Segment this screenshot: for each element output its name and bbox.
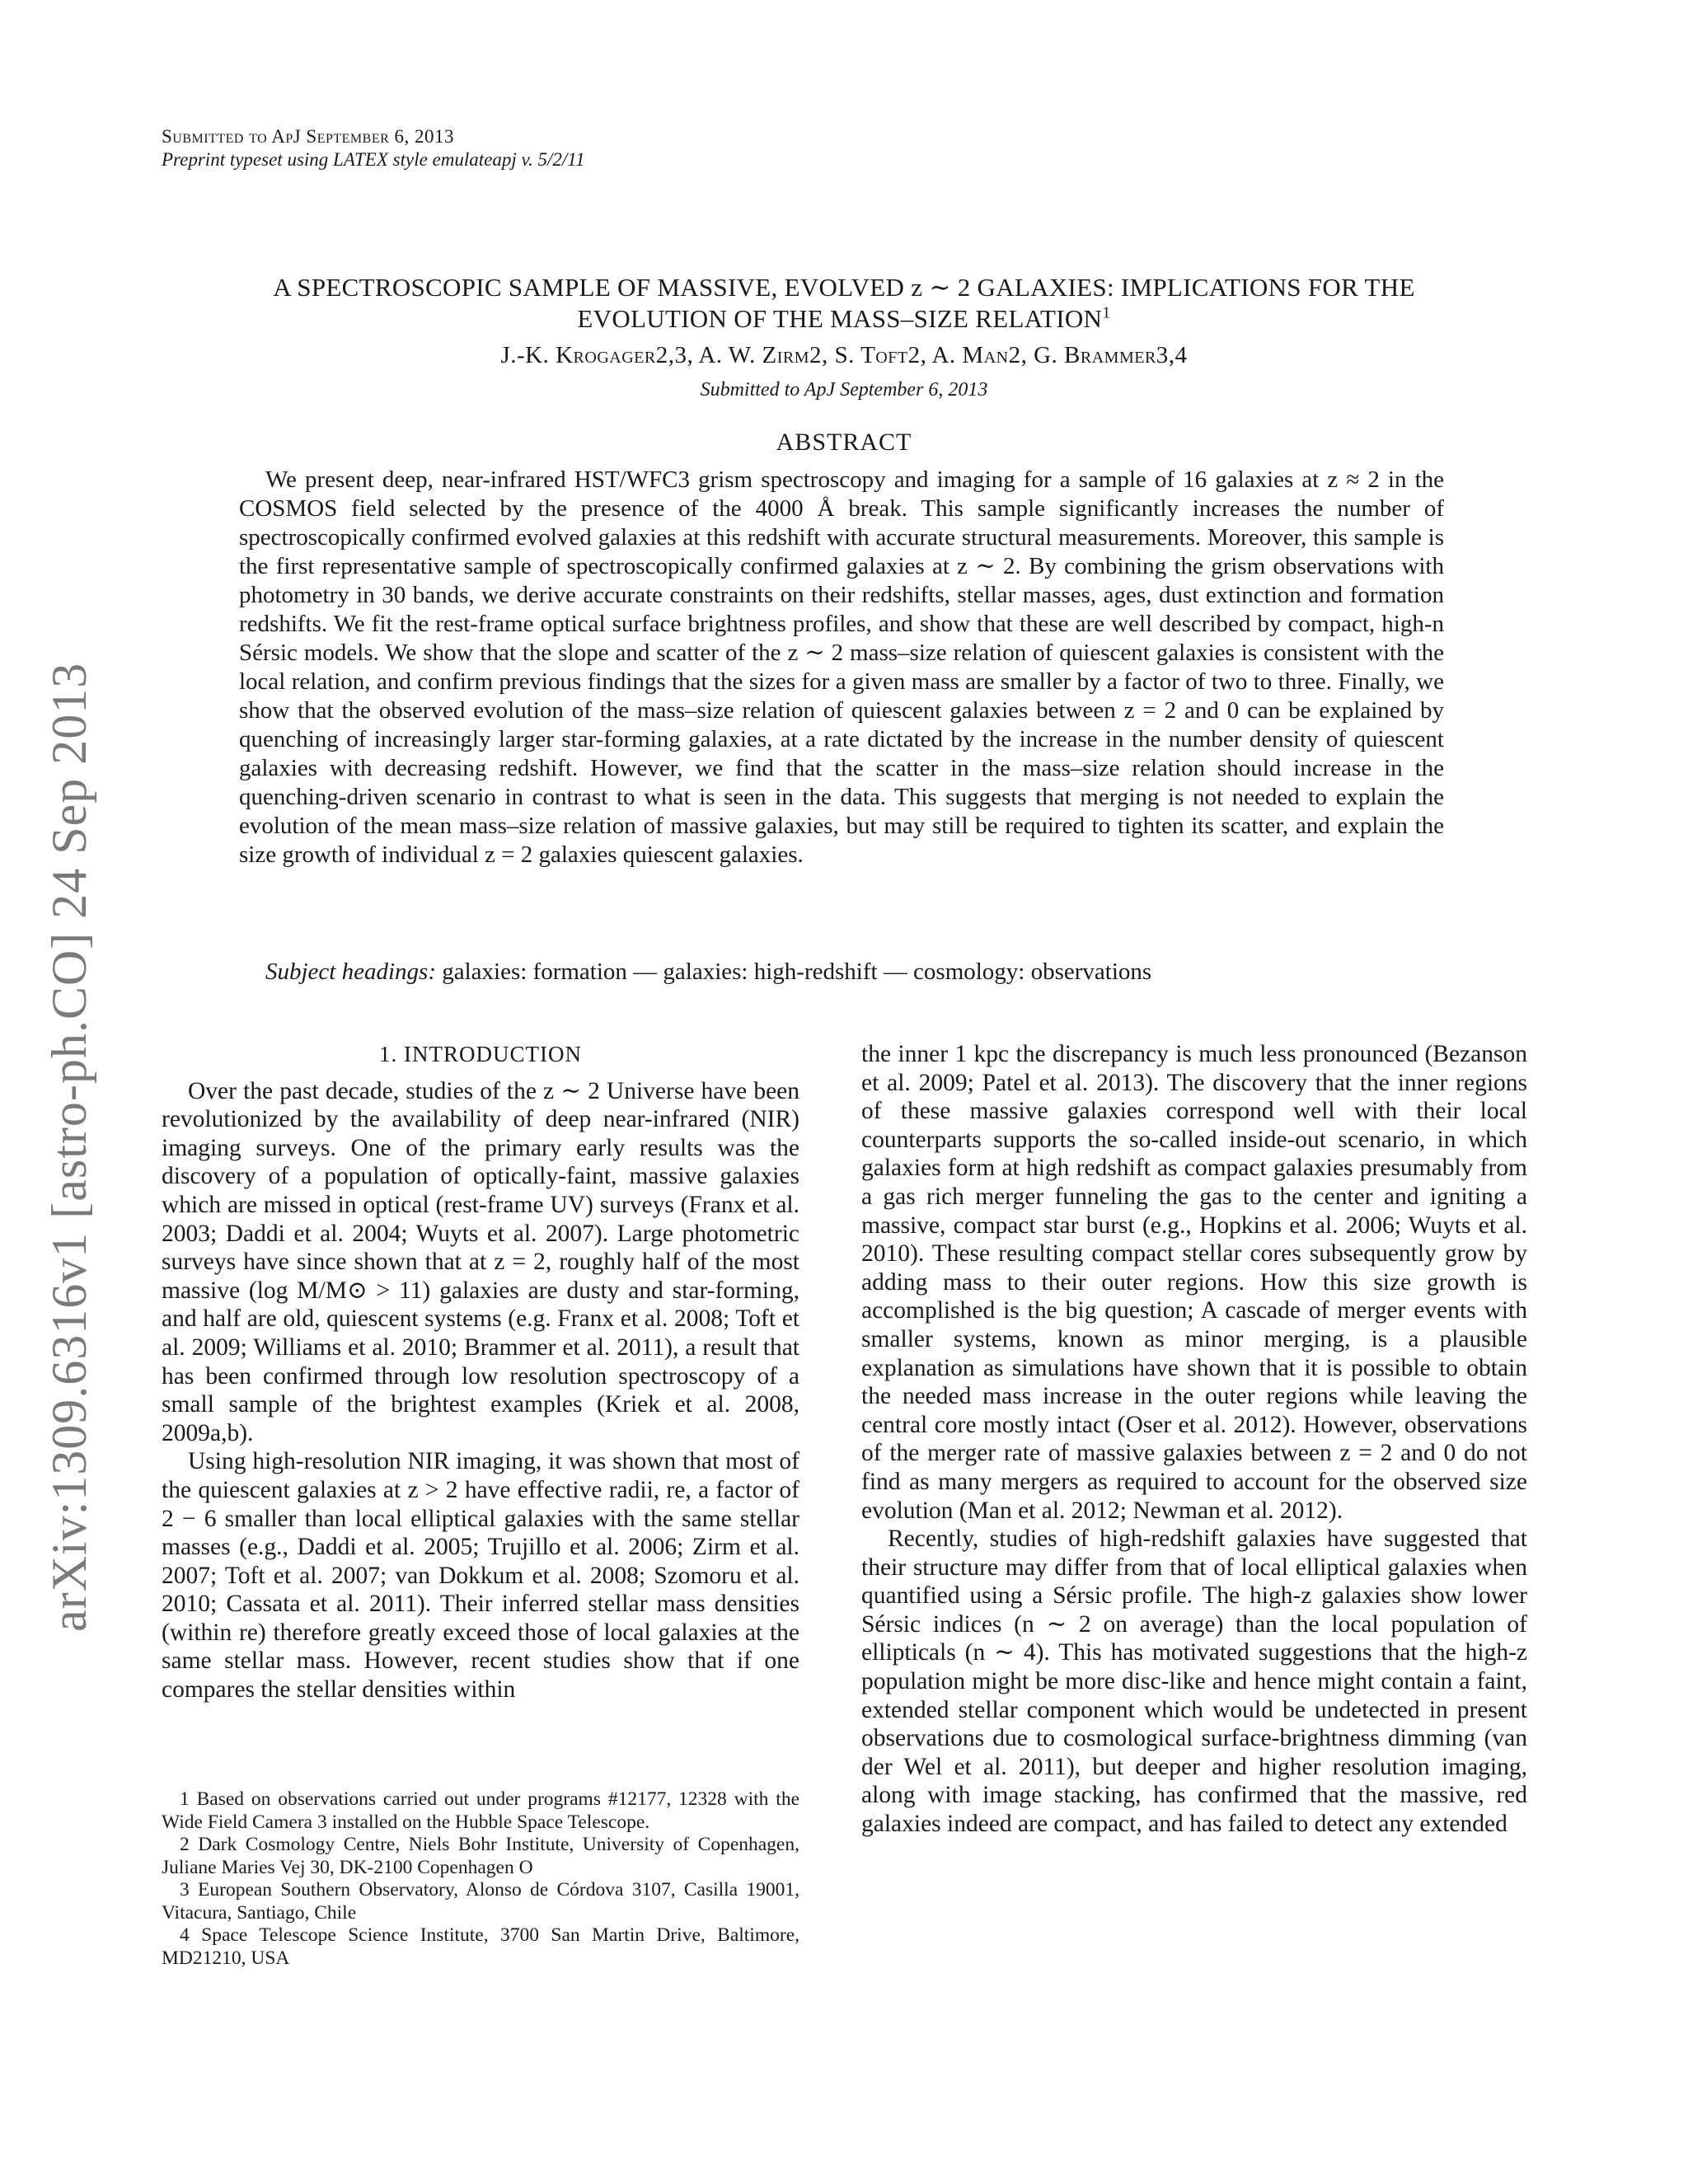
submitted-line: Submitted to ApJ September 6, 2013	[700, 379, 988, 401]
title-footnote-mark: 1	[1102, 303, 1111, 322]
section-heading-introduction: 1. INTRODUCTION	[379, 1042, 582, 1066]
subject-headings	[239, 958, 1444, 987]
footnote-4: 4 Space Telescope Science Institute, 3700 San Martin Drive, Baltimore, MD21210, USA	[162, 1924, 799, 1969]
footnotes	[162, 1788, 799, 1970]
abstract-heading: ABSTRACT	[776, 429, 912, 456]
abstract-text: We present deep, near-infrared HST/WFC3 grism spectroscopy and imaging for a sample of 16 galaxies at z ≈ 2 in the COSMOS field selected by the presence of the 4000 Å break. This sample significantly increases the number of spectroscopically confirmed evolved galaxies at this redshift with accurate structural measurements. Moreover, this sample is the first representative sample of spectroscopically confirmed galaxies at z ∼ 2. By combining the grism observations with photometry in 30 bands, we derive accurate constraints on their redshifts, stellar masses, ages, dust extinction and formation redshifts. We fit the rest-frame optical surface brightness profiles, and show that these are well described by compact, high-n Sérsic models. We show that the slope and scatter of the z ∼ 2 mass–size relation of quiescent galaxies is consistent with the local relation, and confirm previous findings that the sizes for a given mass are smaller by a factor of two to three. Finally, we show that the observed evolution of the mass–size relation of quiescent galaxies between z = 2 and 0 can be explained by quenching of increasingly larger star-forming galaxies, at a rate dictated by the increase in the number density of quiescent galaxies with decreasing redshift. However, we find that the scatter in the mass–size relation should increase in the quenching-driven scenario in contrast to what is seen in the data. This suggests that merging is not needed to explain the evolution of the mean mass–size relation of massive galaxies, but may still be required to tighten its scatter, and explain the size growth of individual z = 2 galaxies quiescent galaxies.	[239, 466, 1444, 868]
subject-headings-label: Subject headings:	[265, 958, 436, 985]
intro-paragraph-4: Recently, studies of high-redshift galaxies have suggested that their structure may differ from that of local elliptical galaxies when quantified using a Sérsic profile. The high-z galaxies show lower Sérsic indices (n ∼ 2 on average) than the local population of ellipticals (n ∼ 4). This has motivated suggestions that the high-z population might be more disc-like and hence might contain a faint, extended stellar component which would be undetected in present observations due to cosmological surface-brightness dimming (van der Wel et al. 2011), but deeper and higher resolution imaging, along with image stacking, has confirmed that the massive, red galaxies indeed are compact, and has failed to detect any extended	[861, 1526, 1527, 1838]
footnote-3: 3 European Southern Observatory, Alonso de Córdova 3107, Casilla 19001, Vitacura, Santiago, Chile	[162, 1879, 799, 1924]
title-line-2-text: EVOLUTION OF THE MASS–SIZE RELATION	[577, 304, 1103, 333]
paper-title	[148, 272, 1540, 335]
intro-paragraph-3: the inner 1 kpc the discrepancy is much less pronounced (Bezanson et al. 2009; Patel et al. 2013). The discovery that the inner regions of these massive galaxies correspond well with their local counterparts supports the so-called inside-out scenario, in which galaxies form at high redshift as compact galaxies presumably from a gas rich merger funneling the gas to the center and igniting a massive, compact star burst (e.g., Hopkins et al. 2006; Wuyts et al. 2010). These resulting compact stellar cores subsequently grow by adding mass to their outer regions. How this size growth is accomplished is the big question; A cascade of merger events with smaller systems, known as minor merging, is a plausible explanation as simulations have shown that it is possible to obtain the needed mass increase in the outer regions while leaving the central core mostly intact (Oser et al. 2012). However, observations of the merger rate of massive galaxies between z = 2 and 0 do not find as many mergers as required to account for the observed size evolution (Man et al. 2012; Newman et al. 2012).	[861, 1041, 1527, 1524]
right-column	[861, 1040, 1527, 1839]
title-line-1: A SPECTROSCOPIC SAMPLE OF MASSIVE, EVOLVED z ∼ 2 GALAXIES: IMPLICATIONS FOR THE	[273, 273, 1415, 302]
footnote-2: 2 Dark Cosmology Centre, Niels Bohr Institute, University of Copenhagen, Juliane Maries Vej 30, DK-2100 Copenhagen O	[162, 1834, 799, 1878]
arxiv-identifier-stamp: arXiv:1309.6316v1 [astro-ph.CO] 24 Sep 2013	[42, 662, 96, 1632]
submission-note: Submitted to ApJ September 6, 2013	[162, 126, 455, 147]
journal-header	[162, 125, 585, 171]
left-column	[162, 1040, 799, 1704]
author-list: J.-K. Krogager2,3, A. W. Zirm2, S. Toft2, A. Man2, G. Brammer3,4	[500, 342, 1188, 368]
title-line-2	[148, 303, 1540, 335]
intro-paragraph-2: Using high-resolution NIR imaging, it was shown that most of the quiescent galaxies at z > 2 have effective radii, re, a factor of 2 − 6 smaller than local elliptical galaxies with the same stellar masses (e.g., Daddi et al. 2005; Trujillo et al. 2006; Zirm et al. 2007; Toft et al. 2007; van Dokkum et al. 2008; Szomoru et al. 2010; Cassata et al. 2011). Their inferred stellar mass densities (within re) therefore greatly exceed those of local galaxies at the same stellar mass. However, recent studies show that if one compares the stellar densities within	[162, 1448, 799, 1704]
subject-headings-text: galaxies: formation — galaxies: high-redshift — cosmology: observations	[442, 958, 1152, 985]
intro-paragraph-1: Over the past decade, studies of the z ∼ 2 Universe have been revolutionized by the availability of deep near-infrared (NIR) imaging surveys. One of the primary early results was the discovery of a population of optically-faint, massive galaxies which are missed in optical (rest-frame UV) surveys (Franx et al. 2003; Daddi et al. 2004; Wuyts et al. 2007). Large photometric surveys have since shown that at z = 2, roughly half of the most massive (log M/M⊙ > 11) galaxies are dusty and star-forming, and half are old, quiescent systems (e.g. Franx et al. 2008; Toft et al. 2009; Williams et al. 2010; Brammer et al. 2011), a result that has been confirmed through low resolution spectroscopy of a small sample of the brightest examples (Kriek et al. 2008, 2009a,b).	[162, 1077, 799, 1446]
preprint-note: Preprint typeset using LATEX style emulateapj v. 5/2/11	[162, 149, 585, 170]
footnote-1: 1 Based on observations carried out under programs #12177, 12328 with the Wide Field Camera 3 installed on the Hubble Space Telescope.	[162, 1788, 799, 1833]
